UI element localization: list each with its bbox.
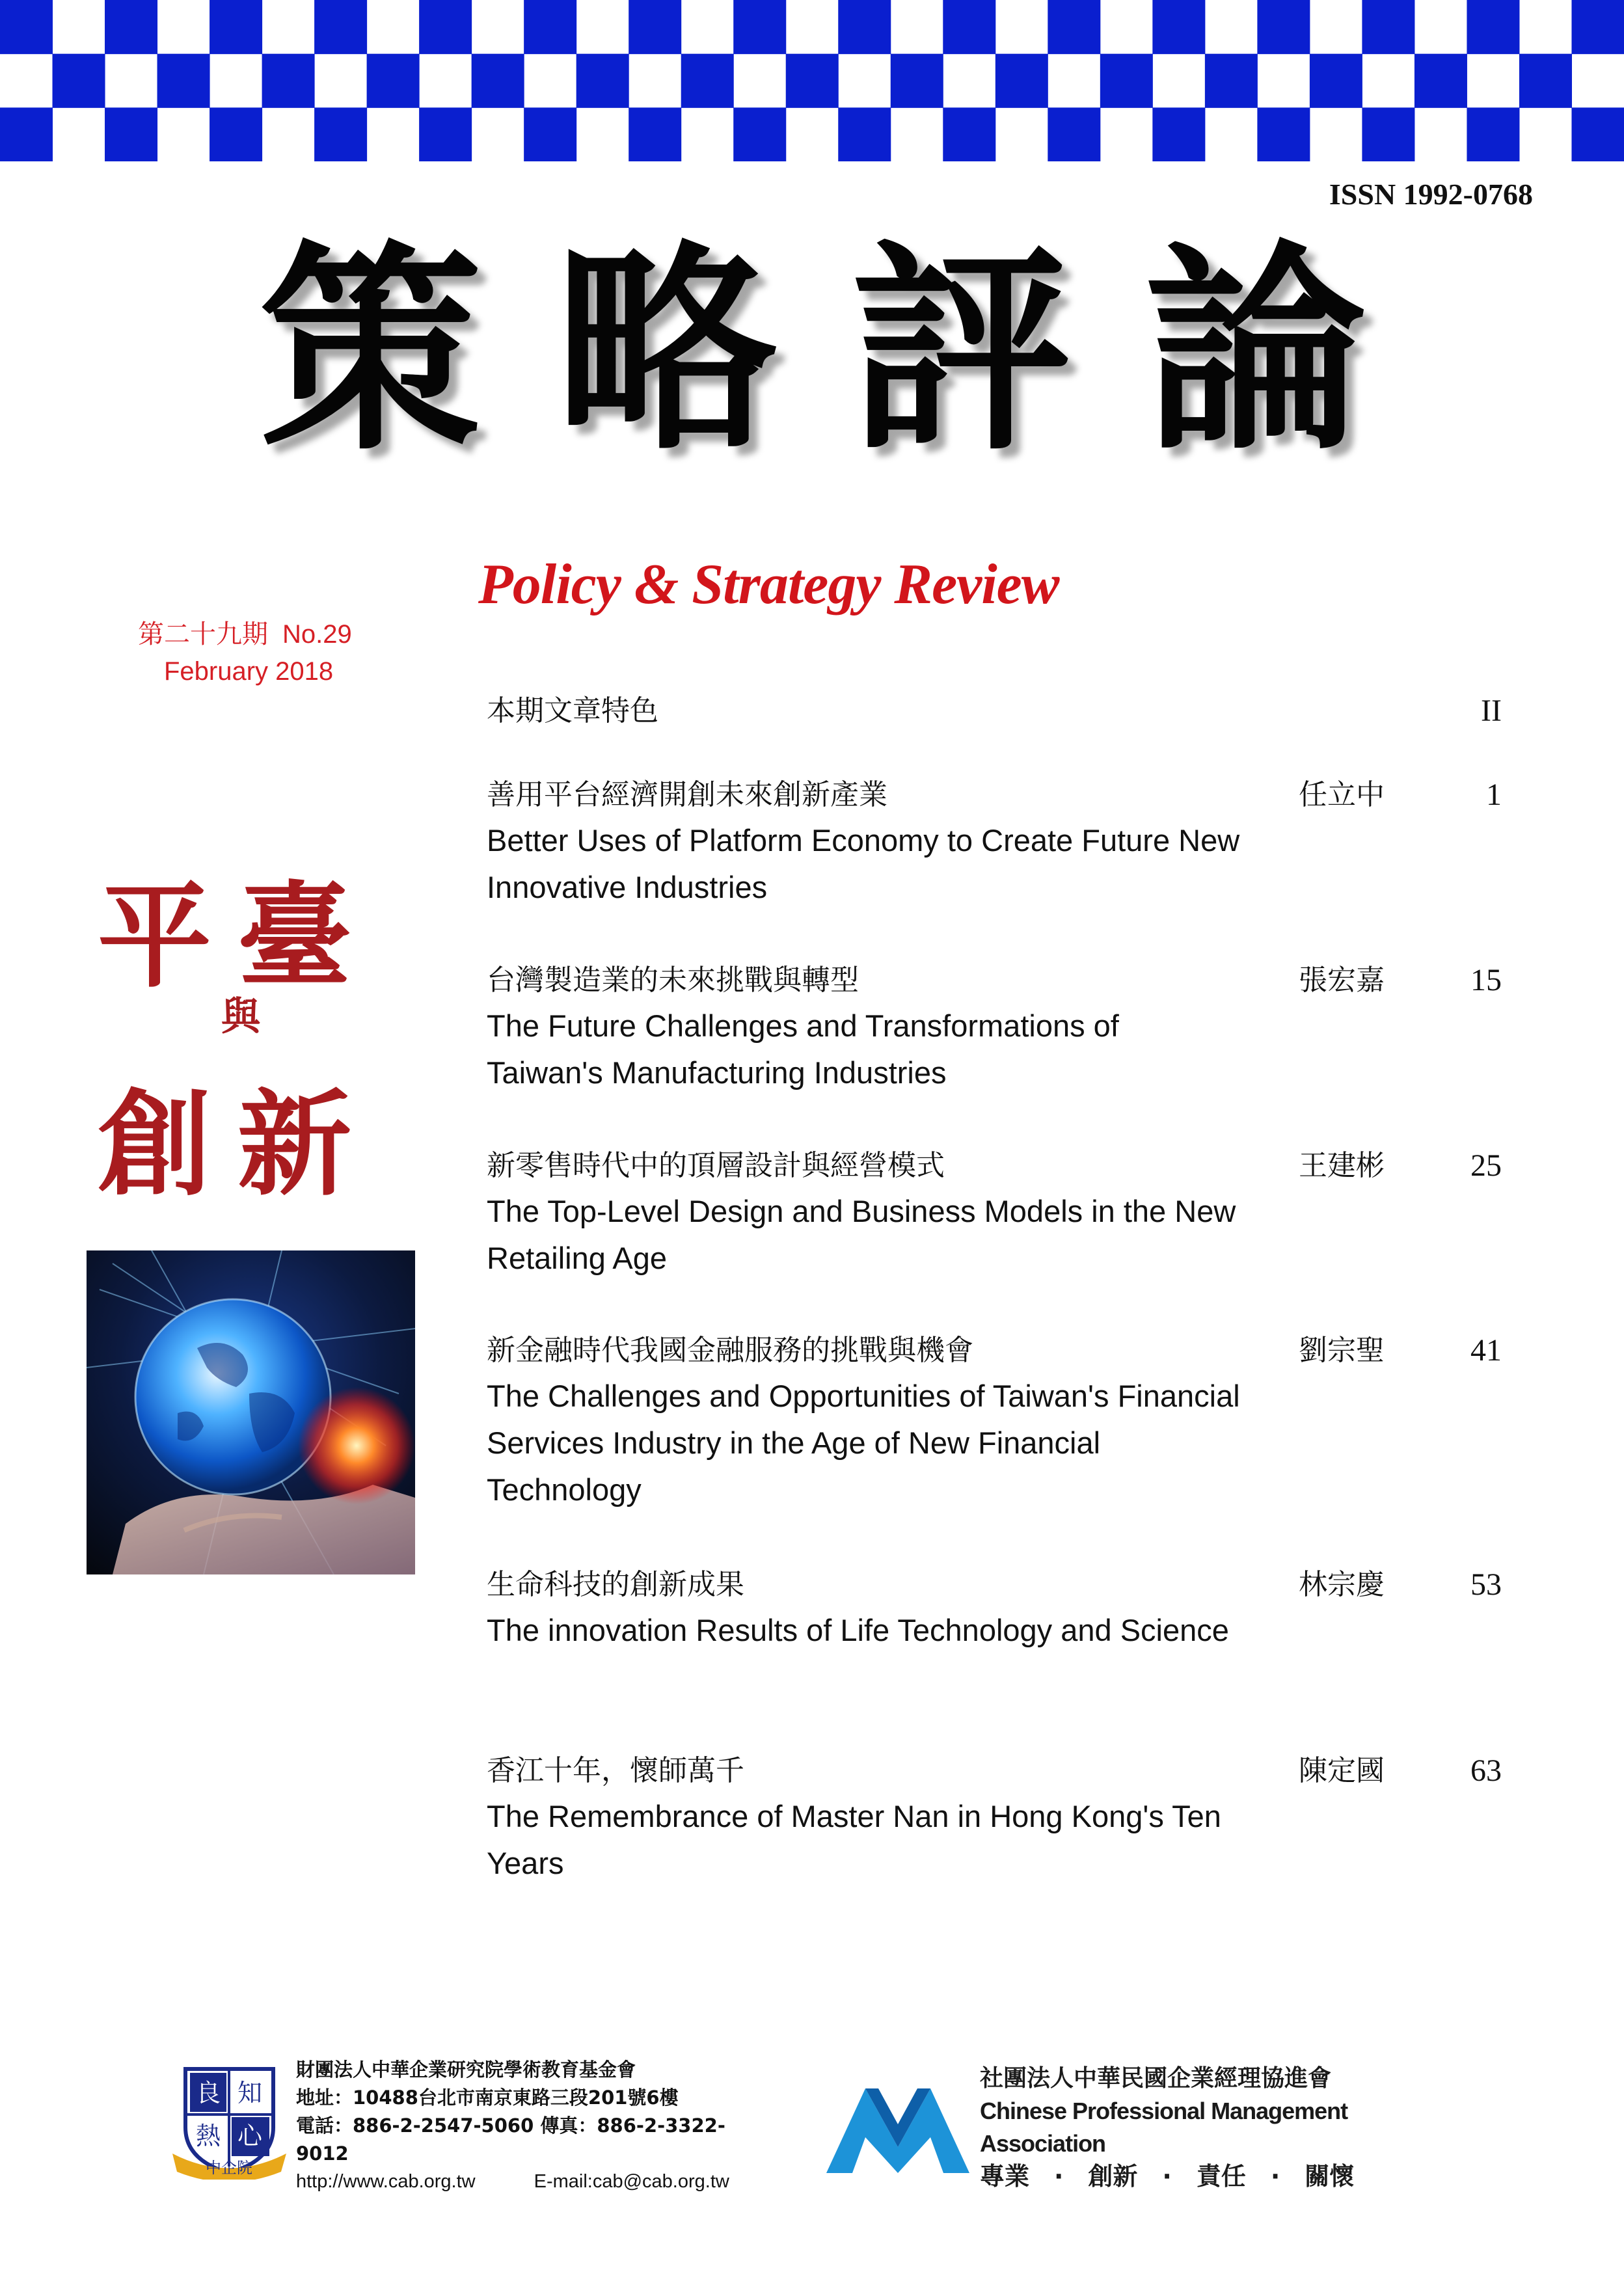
checker-square (210, 107, 262, 161)
foundation-info (296, 2056, 755, 2196)
article-author: 任立中 (1299, 778, 1385, 811)
checker-square (524, 0, 576, 54)
logo-char: 心 (237, 2122, 263, 2150)
toc-article (487, 1331, 1502, 1513)
checker-square (262, 54, 315, 108)
checker-square (629, 107, 681, 161)
theme-title-line-3: 創新 (98, 1078, 377, 1211)
toc-page-number: 15 (1470, 963, 1502, 997)
checker-square (105, 107, 157, 161)
foundation-email[interactable]: E-mail:cab@cab.org.tw (534, 2171, 729, 2192)
article-title-zh: 新零售時代中的頂層設計與經營模式 (487, 1149, 945, 1182)
checker-square (157, 54, 210, 108)
toc-article (487, 1146, 1502, 1282)
issn-label: ISSN 1992-0768 (1329, 178, 1533, 211)
checker-square (1100, 54, 1153, 108)
checker-square (1571, 0, 1624, 54)
article-title-en: The Top-Level Design and Business Models in the New Retailing Age (487, 1194, 1236, 1275)
checker-square (1519, 54, 1572, 108)
checker-square (1048, 0, 1100, 54)
toc-intro (487, 692, 1502, 731)
toc-article (487, 961, 1502, 1096)
checker-square (314, 0, 367, 54)
article-title-zh: 台灣製造業的未來挑戰與轉型 (487, 964, 859, 997)
masthead-char: 略 (555, 223, 777, 480)
masthead-char: 策 (260, 223, 481, 480)
checker-square (472, 54, 524, 108)
footer-association (826, 2062, 1477, 2191)
masthead-char: 論 (1144, 223, 1366, 480)
checker-square (943, 107, 995, 161)
checker-square (1152, 107, 1205, 161)
checker-square (524, 107, 576, 161)
toc-page-number: 41 (1470, 1333, 1502, 1368)
toc-intro-title: 本期文章特色 (487, 694, 658, 727)
association-info (980, 2062, 1477, 2193)
association-name-cn: 社團法人中華民國企業經理協進會 (980, 2065, 1332, 2092)
checker-square (1467, 0, 1519, 54)
foundation-phone: 電話：886-2-2547-5060 傳真：886-2-3322-9012 (296, 2114, 725, 2165)
checker-square (733, 0, 786, 54)
checker-square (367, 54, 420, 108)
checker-square (838, 0, 891, 54)
association-name-en: Chinese Professional Management Association (980, 2098, 1348, 2157)
toc-page-number: 25 (1470, 1148, 1502, 1183)
issue-date: February 2018 (164, 657, 334, 686)
logo-char: 知 (237, 2079, 263, 2107)
article-author: 張宏嘉 (1299, 964, 1385, 997)
foundation-url[interactable]: http://www.cab.org.tw (296, 2171, 476, 2192)
checker-square (0, 107, 53, 161)
article-title-zh: 生命科技的創新成果 (487, 1568, 744, 1601)
logo-char: 熱 (195, 2122, 221, 2150)
toc-page-number: II (1481, 694, 1502, 728)
article-title-zh: 善用平台經濟開創未來創新產業 (487, 778, 887, 811)
masthead-char: 評 (850, 223, 1072, 480)
issue-number (138, 614, 352, 651)
checker-square (891, 54, 943, 108)
checker-square (995, 54, 1048, 108)
checker-square (943, 0, 995, 54)
issue-number-cn: 第二十九期 (138, 619, 268, 649)
cover-globe-image (87, 1250, 415, 1574)
checker-square (210, 0, 262, 54)
checker-square (838, 107, 891, 161)
checker-square (1414, 54, 1467, 108)
issue-number-en: No.29 (282, 620, 352, 649)
article-author: 陳定國 (1299, 1754, 1385, 1787)
foundation-name: 財團法人中華企業研究院學術教育基金會 (296, 2059, 636, 2081)
checker-square (1205, 54, 1258, 108)
toc-page-number: 63 (1470, 1753, 1502, 1788)
checker-square (1310, 54, 1362, 108)
checker-square (419, 0, 472, 54)
article-title-en: The Challenges and Opportunities of Taiwan's Financial Services Industry in the Age of New Financial Technology (487, 1379, 1240, 1507)
checker-square (314, 107, 367, 161)
checker-square (0, 0, 53, 54)
foundation-web (296, 2168, 755, 2196)
logo-char: 良 (195, 2079, 221, 2107)
checker-square (1467, 107, 1519, 161)
checkerboard-banner (0, 0, 1624, 161)
checker-square (419, 107, 472, 161)
association-motto: 專業 · 創新 · 責任 · 關懷 (980, 2162, 1355, 2191)
masthead-title (260, 215, 1366, 488)
checker-square (1152, 0, 1205, 54)
toc-article (487, 776, 1502, 911)
english-title: Policy & Strategy Review (478, 553, 1059, 616)
theme-title-line-1: 平臺 (98, 870, 377, 1003)
article-title-en: The Remembrance of Master Nan in Hong Kong's Ten Years (487, 1799, 1221, 1880)
checker-square (53, 54, 105, 108)
checker-square (1048, 107, 1100, 161)
toc-page-number: 53 (1470, 1567, 1502, 1602)
checker-square (1571, 107, 1624, 161)
article-title-zh: 香江十年，懷師萬千 (487, 1754, 744, 1787)
foundation-address: 地址：10488台北市南京東路三段201號6樓 (296, 2087, 679, 2109)
toc-article (487, 1751, 1502, 1887)
foundation-logo (169, 2056, 290, 2180)
checker-square (1362, 0, 1414, 54)
article-author: 王建彬 (1299, 1149, 1385, 1182)
article-title-zh: 新金融時代我國金融服務的挑戰與機會 (487, 1334, 973, 1367)
article-title-en: Better Uses of Platform Economy to Create Future New Innovative Industries (487, 823, 1240, 904)
checker-square (1257, 107, 1310, 161)
toc-article (487, 1565, 1502, 1654)
article-author: 林宗慶 (1299, 1568, 1385, 1601)
checker-square (576, 54, 629, 108)
article-author: 劉宗聖 (1299, 1334, 1385, 1367)
checker-square (629, 0, 681, 54)
checker-square (105, 0, 157, 54)
checker-square (733, 107, 786, 161)
article-title-en: The innovation Results of Life Technology and Science (487, 1613, 1229, 1647)
checker-square (786, 54, 839, 108)
footer-foundation (169, 2056, 755, 2192)
logo-banner-text: 中企院 (206, 2159, 252, 2177)
checker-square (1362, 107, 1414, 161)
checker-square (681, 54, 734, 108)
toc-page-number: 1 (1486, 777, 1502, 812)
article-title-en: The Future Challenges and Transformations of Taiwan's Manufacturing Industries (487, 1008, 1119, 1090)
theme-title-line-2: 與 (221, 994, 260, 1040)
association-logo (826, 2075, 969, 2173)
checker-square (1257, 0, 1310, 54)
